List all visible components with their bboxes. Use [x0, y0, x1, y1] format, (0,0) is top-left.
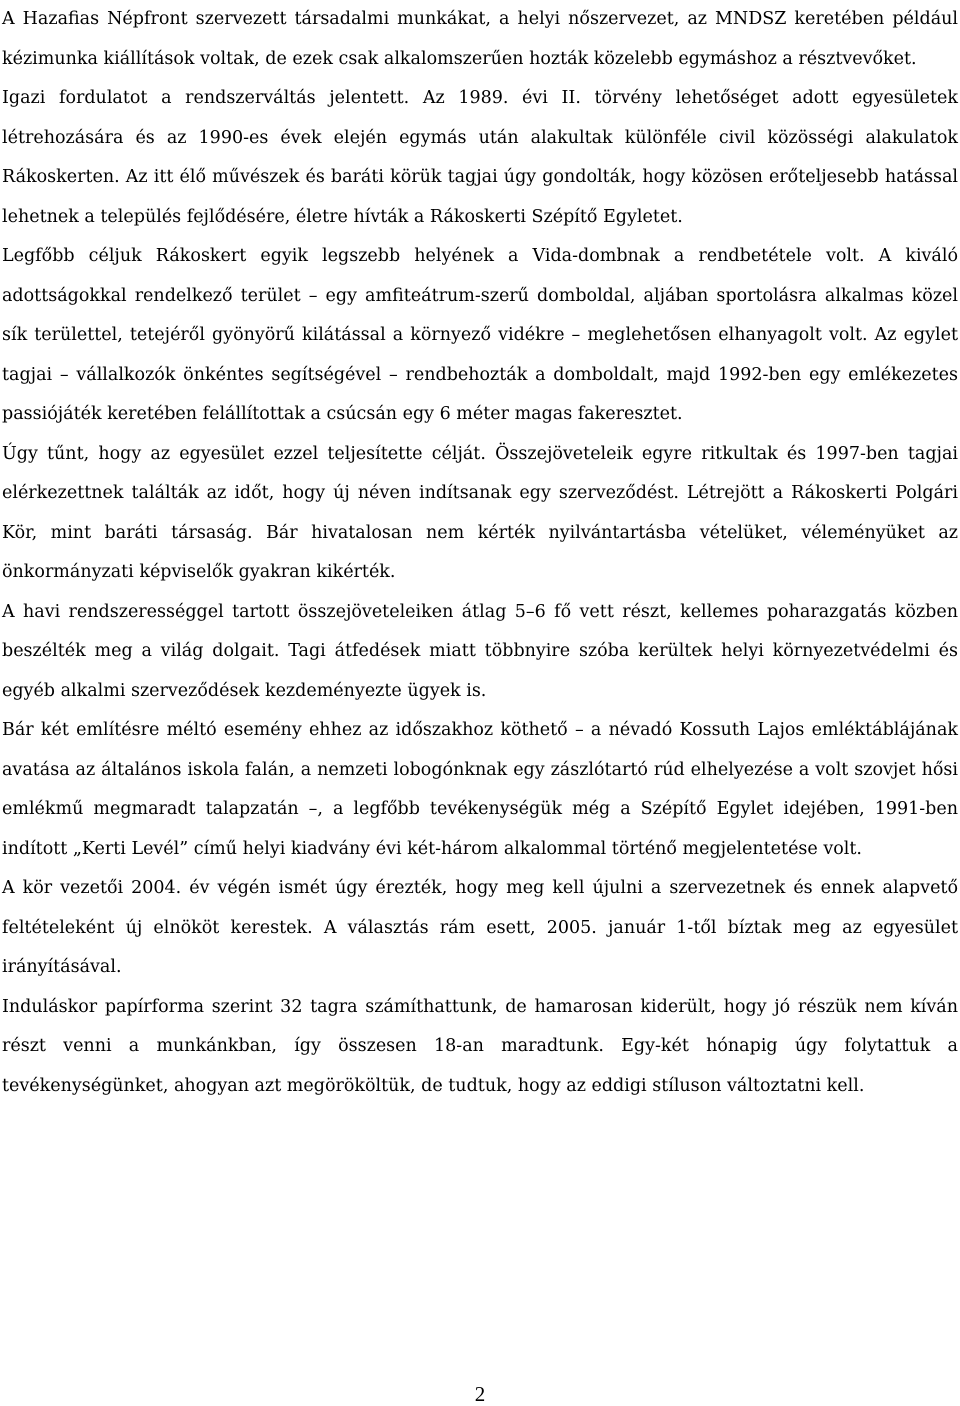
paragraph-5: A havi rendszerességgel tartott összejöveteleiken átlag 5–6 fő vett részt, kellemes poharazgatás közben beszélték meg a világ dolgait. Tagi átfedések miatt többnyire szóba kerültek helyi környezetvédelmi és egyéb alkalmi szerveződések kezdeményezte ügyek is. — [2, 601, 958, 701]
paragraph-1: A Hazafias Népfront szervezett társadalmi munkákat, a helyi nőszervezet, az MNDSZ keretében például kézimunka kiállítások voltak, de ezek csak alkalomszerűen hozták közelebb egymáshoz a résztvevőket. — [2, 9, 958, 69]
paragraph-2: Igazi fordulatot a rendszerváltás jelentett. Az 1989. évi II. törvény lehetőséget adott egyesületek létrehozására és az 1990-es évek elején egymás után alakultak különféle civil közösségi alakulatok Rákoskerten. Az itt élő művészek és baráti körük tagjai úgy gondolták, hogy közösen erőteljesebb hatással lehetnek a település fejlődésére, életre hívták a Rákoskerti Szépítő Egyletet. — [2, 88, 958, 227]
page-number: 2 — [474, 1382, 486, 1406]
paragraph-8: Induláskor papírforma szerint 32 tagra számíthattunk, de hamarosan kiderült, hogy jó részük nem kíván részt venni a munkánkban, így összesen 18-an maradtunk. Egy-két hónapig úgy folytattuk a tevékenységünket, ahogyan azt megörököltük, de tudtuk, hogy az eddigi stíluson változtatni kell. — [2, 996, 958, 1096]
body-text — [2, 0, 958, 1106]
paragraph-7: A kör vezetői 2004. év végén ismét úgy érezték, hogy meg kell újulni a szervezetnek és ennek alapvető feltételeként új elnököt kerestek. A választás rám esett, 2005. január 1-től bíztak meg az egyesület irányításával. — [2, 878, 958, 977]
paragraph-6: Bár két említésre méltó esemény ehhez az időszakhoz köthető – a névadó Kossuth Lajos emléktáblájának avatása az általános iskola falán, a nemzeti lobogónknak egy zászlótartó rúd elhelyezése a volt szovjet hősi emlékmű megmaradt talapzatán –, a legfőbb tevékenységük még a Szépítő Egylet idejében, 1991-ben indított „Kerti Levél” című helyi kiadvány évi két-három alkalommal történő megjelentetése volt. — [2, 720, 958, 859]
paragraph-3: Legfőbb céljuk Rákoskert egyik legszebb helyének a Vida-dombnak a rendbetétele volt. A kiváló adottságokkal rendelkező terület – egy amfiteátrum-szerű domboldal, aljában sportolásra alkalmas közel sík területtel, tetejéről gyönyörű kilátással a környező vidékre – meglehetősen elhanyagolt volt. Az egylet tagjai – vállalkozók önkéntes segítségével – rendbehozták a domboldalt, majd 1992-ben egy emlékezetes passiójáték keretében felállítottak a csúcsán egy 6 méter magas fakeresztet. — [2, 246, 958, 424]
paragraph-4: Úgy tűnt, hogy az egyesület ezzel teljesítette célját. Összejöveteleik egyre ritkultak és 1997-ben tagjai elérkezettnek találták az időt, hogy új néven indítsanak egy szerveződést. Létrejött a Rákoskerti Polgári Kör, mint baráti társaság. Bár hivatalosan nem kérték nyilvántartásba vételüket, véleményüket az önkormányzati képviselők gyakran kikérték. — [2, 443, 958, 582]
